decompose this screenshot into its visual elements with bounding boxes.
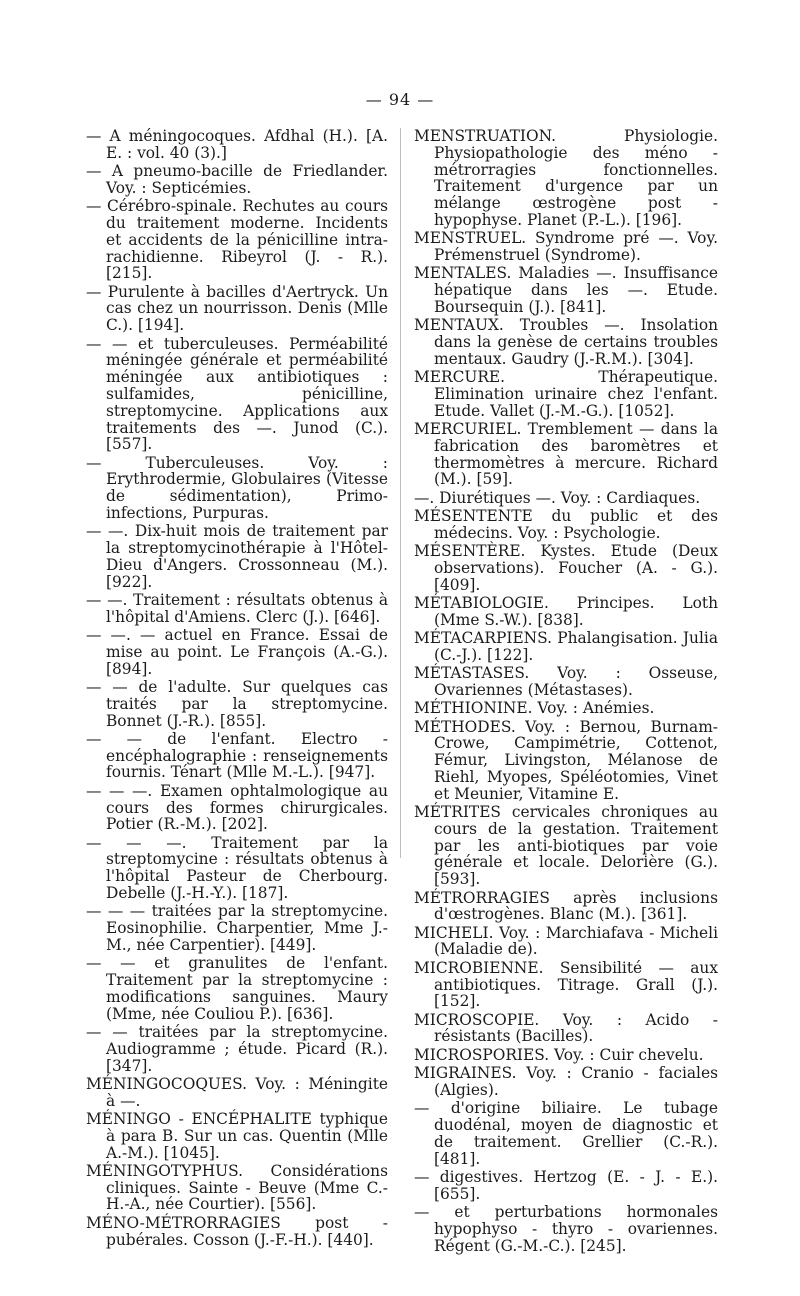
index-entry: MÉTABIOLOGIE. Principes. Loth (Mme S.-W.). [838]. (414, 594, 718, 629)
index-entry: — — —. Traitement par la streptomycine : résultats obtenus à l'hôpital Pasteur de Cherbourg. Debelle (J.-H.-Y.). [187]. (86, 833, 388, 903)
index-entry: MÉNINGO - ENCÉPHALITE typhique à para B. Sur un cas. Quentin (Mlle A.-M.). [1045]. (86, 1109, 388, 1162)
index-entry: MENSTRUEL. Syndrome pré —. Voy. Prémenstruel (Syndrome). (414, 229, 718, 265)
index-entry: — Purulente à bacilles d'Aertryck. Un cas chez un nourrisson. Denis (Mlle C.). [194]. (86, 282, 388, 335)
index-entry: — — de l'enfant. Electro - encéphalographie : renseignements fournis. Ténart (Mlle M.-L.). [947]. (86, 729, 388, 782)
index-entry: — — —. Examen ophtalmologique au cours des formes chirurgicales. Potier (R.-M.). [202]. (86, 781, 388, 834)
right-column (414, 128, 718, 1256)
index-entry: — —. — actuel en France. Essai de mise au point. Le François (A.-G.). [894]. (86, 626, 388, 678)
index-entry: — A pneumo-bacille de Friedlander. Voy. : Septicémies. (86, 162, 388, 197)
index-entry: — — de l'adulte. Sur quelques cas traités par la streptomycine. Bonnet (J.-R.). [855]. (86, 678, 388, 730)
index-entry: MERCURE. Thérapeutique. Elimination urinaire chez l'enfant. Etude. Vallet (J.-M.-G.). [1052]. (414, 368, 718, 420)
index-entry: — Tuberculeuses. Voy. : Erythrodermie, Globulaires (Vitesse de sédimentation), Primo-infections, Purpuras. (86, 453, 388, 523)
index-entry: — d'origine biliaire. Le tubage duodénal, moyen de diagnostic et de traitement. Grellier (C.-R.). [481]. (414, 1099, 718, 1168)
index-entry: MICHELI. Voy. : Marchiafava - Micheli (Maladie de). (414, 923, 718, 959)
index-entry: —. Diurétiques —. Voy. : Cardiaques. (414, 488, 701, 507)
index-entry: MICROBIENNE. Sensibilité — aux antibiotiques. Titrage. Grall (J.). [152]. (414, 958, 718, 1011)
index-entry: MÉTHODES. Voy. : Bernou, Burnam-Crowe, Campimétrie, Cottenot, Fémur, Livingston, Mélanose de Riehl, Myopes, Spéléotomies, Vinet et Meunier, Vitamine E. (414, 717, 718, 803)
index-entry: MÉTACARPIENS. Phalangisation. Julia (C.-J.). [122]. (414, 629, 718, 664)
index-entry: MÉTRITES cervicales chroniques au cours de la gestation. Traitement par les anti-biotiques par voie générale et locale. Delorière (G.). [593]. (414, 803, 718, 889)
index-entry: — —. Dix-huit mois de traitement par la streptomycinothérapie à l'Hôtel-Dieu d'Angers. Crossonneau (M.). [922]. (86, 522, 388, 591)
index-entry: MENSTRUATION. Physiologie. Physiopathologie des méno - métrorragies fonctionnelles. Traitement d'urgence par un mélange œstrogène post - hypophyse. Planet (P.-L.). [196]. (414, 127, 718, 229)
index-entry: — —. Traitement : résultats obtenus à l'hôpital d'Amiens. Clerc (J.). [646]. (86, 591, 388, 626)
index-entry: MENTALES. Maladies —. Insuffisance hépatique dans les —. Etude. Boursequin (J.). [841]. (414, 264, 718, 316)
index-entry: MICROSCOPIE. Voy. : Acido - résistants (Bacilles). (414, 1010, 718, 1046)
index-entry: — Cérébro-spinale. Rechutes au cours du traitement moderne. Incidents et accidents de la pénicilline intra-rachidienne. Ribeyrol (J. - R.). [215]. (86, 197, 388, 283)
index-entry: MÉNINGOCOQUES. Voy. : Méningite à —. (86, 1074, 388, 1110)
page-number: — 94 — (365, 90, 435, 109)
left-column (86, 128, 388, 1250)
index-entry: — — — traitées par la streptomycine. Eosinophilie. Charpentier, Mme J.-M., née Carpentier). [449]. (86, 902, 388, 954)
index-entry: — A méningocoques. Afdhal (H.). [A. E. : vol. 40 (3).] (86, 127, 388, 162)
index-entry: — — et granulites de l'enfant. Traitement par la streptomycine : modifications sanguines. Maury (Mme, née Couliou P.). [636]. (86, 954, 388, 1023)
index-entry: MÉNINGOTYPHUS. Considérations cliniques. Sainte - Beuve (Mme C.-H.-A., née Courtier). [556]. (86, 1161, 388, 1214)
index-entry: — et perturbations hormonales hypophyso - thyro - ovariennes. Régent (G.-M.-C.). [245]. (414, 1202, 718, 1255)
index-entry: — — traitées par la streptomycine. Audiogramme ; étude. Picard (R.). [347]. (86, 1022, 388, 1075)
index-entry: MÉTHIONINE. Voy. : Anémies. (414, 699, 655, 718)
index-entry: MERCURIEL. Tremblement — dans la fabrication des baromètres et thermomètres à mercure. Richard (M.). [59]. (414, 420, 718, 489)
index-entry: MICROSPORIES. Voy. : Cuir chevelu. (414, 1045, 704, 1064)
index-entry: MÉTRORRAGIES après inclusions d'œstrogènes. Blanc (M.). [361]. (414, 888, 718, 924)
index-entry: MÉTASTASES. Voy. : Osseuse, Ovariennes (Métastases). (414, 664, 718, 699)
index-entry: MENTAUX. Troubles —. Insolation dans la genèse de certains troubles mentaux. Gaudry (J.-R.M.). [304]. (414, 316, 718, 368)
index-entry: — — et tuberculeuses. Perméabilité méningée générale et perméabilité méningée aux antibiotiques : sulfamides, pénicilline, streptomycine. Applications aux traitements des —. Junod (C.). [557]. (86, 334, 388, 454)
index-entry: MÉSENTENTE du public et des médecins. Voy. : Psychologie. (414, 507, 718, 542)
index-entry: MÉSENTÈRE. Kystes. Etude (Deux observations). Foucher (A. - G.). [409]. (414, 542, 718, 594)
index-entry: — digestives. Hertzog (E. - J. - E.). [655]. (414, 1167, 718, 1203)
column-divider (400, 128, 401, 858)
index-entry: MIGRAINES. Voy. : Cranio - faciales (Algies). (414, 1064, 718, 1099)
index-entry: MÉNO-MÉTRORRAGIES post - pubérales. Cosson (J.-F.-H.). [440]. (86, 1213, 388, 1249)
